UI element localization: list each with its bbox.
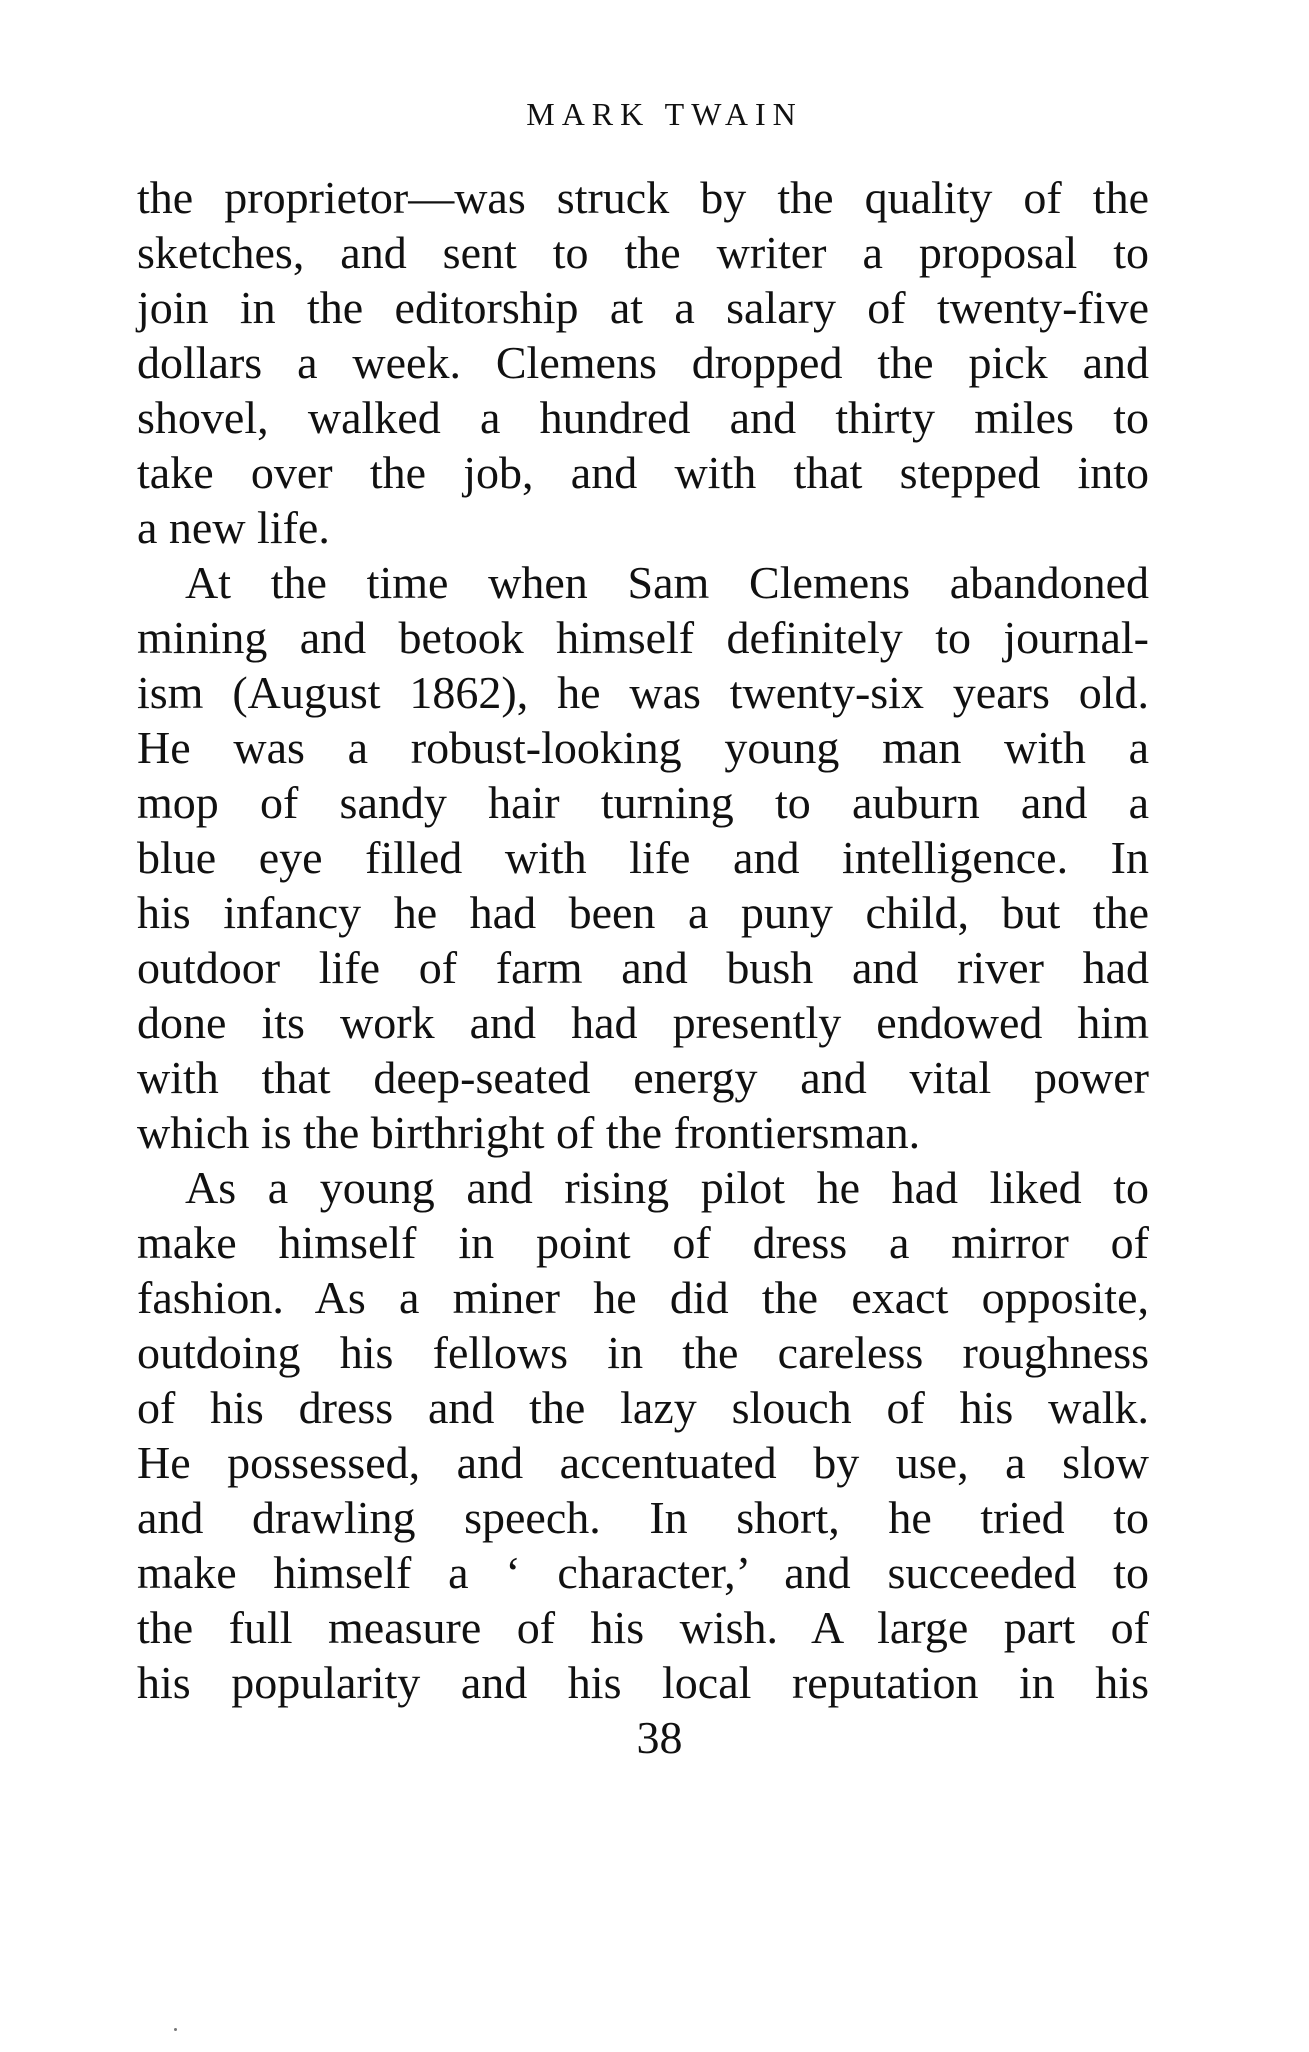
text-line: He possessed, and accentuated by use, a slow [137,1437,1149,1488]
text-line: his popularity and his local reputation in his [137,1657,1149,1708]
text-line: done its work and had presently endowed him [137,997,1149,1048]
text-line: and drawling speech. In short, he tried to [137,1492,1149,1543]
paper-speck [174,2028,177,2031]
text-line: As a young and rising pilot he had liked to [185,1162,1149,1213]
text-line: of his dress and the lazy slouch of his walk. [137,1382,1149,1433]
text-line: the proprietor—was struck by the quality of the [137,172,1149,223]
running-head: MARK TWAIN [526,96,803,132]
text-line: mining and betook himself definitely to journal- [137,612,1149,663]
text-line: outdoor life of farm and bush and river had [137,942,1149,993]
text-line: which is the birthright of the frontiersman. [137,1107,921,1158]
text-line: a new life. [137,502,330,553]
body-text [137,170,1149,1710]
text-line: At the time when Sam Clemens abandoned [185,557,1149,608]
text-line: dollars a week. Clemens dropped the pick and [137,337,1149,388]
text-line: outdoing his fellows in the careless roughness [137,1327,1149,1378]
text-line: He was a robust-looking young man with a [137,722,1149,773]
text-line: shovel, walked a hundred and thirty miles to [137,392,1149,443]
text-line: make himself a ‘ character,’ and succeeded to [137,1547,1149,1598]
text-line: mop of sandy hair turning to auburn and a [137,777,1149,828]
text-line: join in the editorship at a salary of twenty-five [137,282,1149,333]
text-line: his infancy he had been a puny child, but the [137,887,1149,938]
text-line: sketches, and sent to the writer a proposal to [137,227,1149,278]
text-line: blue eye filled with life and intelligence. In [137,832,1149,883]
text-line: with that deep-seated energy and vital power [137,1052,1149,1103]
text-line: fashion. As a miner he did the exact opposite, [137,1272,1149,1323]
text-line: take over the job, and with that stepped into [137,447,1149,498]
text-line: ism (August 1862), he was twenty-six years old. [137,667,1149,718]
page-number: 38 [636,1712,683,1763]
text-line: the full measure of his wish. A large part of [137,1602,1149,1653]
text-line: make himself in point of dress a mirror of [137,1217,1149,1268]
